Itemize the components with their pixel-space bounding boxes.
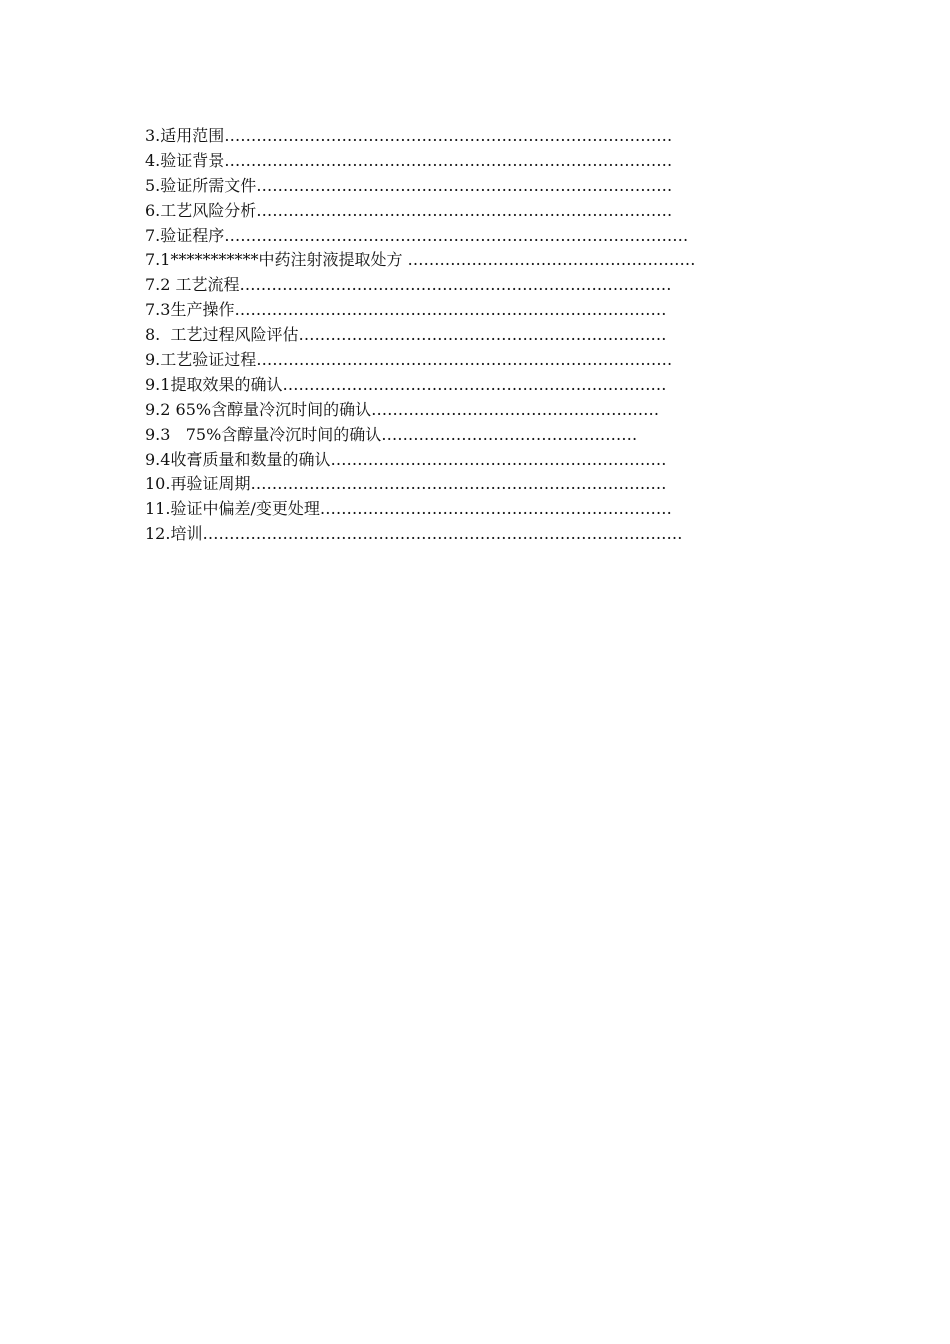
toc-entry-7-1: 7.1***********中药注射液提取处方 ……………………………………………… [145,250,696,270]
toc-entry-5: 5.验证所需文件…………………………………………………………………… [145,175,673,195]
toc-entry-4: 4.验证背景………………………………………………………………………… [145,150,673,170]
toc-entry-12: 12.培训……………………………………………………………………………… [145,524,683,544]
toc-entry-9: 9.工艺验证过程…………………………………………………………………… [145,350,673,370]
toc-entry-8: 8. 工艺过程风险评估…………………………………………………………… [145,325,667,345]
toc-entry-9-1: 9.1提取效果的确认……………………………………………………………… [145,374,667,394]
toc-entry-10: 10.再验证周期…………………………………………………………………… [145,474,667,494]
toc-entry-9-3: 9.3 75%含醇量冷沉时间的确认………………………………………… [145,424,638,444]
toc-entry-3: 3.适用范围………………………………………………………………………… [145,126,673,145]
table-of-contents [145,124,785,547]
toc-entry-11: 11.验证中偏差/变更处理………………………………………………………… [145,499,672,519]
toc-entry-7-3: 7.3生产操作……………………………………………………………………… [145,300,667,320]
toc-entry-9-2: 9.2 65%含醇量冷沉时间的确认……………………………………………… [145,399,660,419]
toc-entry-6: 6.工艺风险分析…………………………………………………………………… [145,200,673,220]
toc-entry-9-4: 9.4收膏质量和数量的确认……………………………………………………… [145,449,667,469]
toc-entry-7-2: 7.2 工艺流程……………………………………………………………………… [145,275,672,295]
toc-entry-7: 7.验证程序…………………………………………………………………………… [145,225,689,245]
